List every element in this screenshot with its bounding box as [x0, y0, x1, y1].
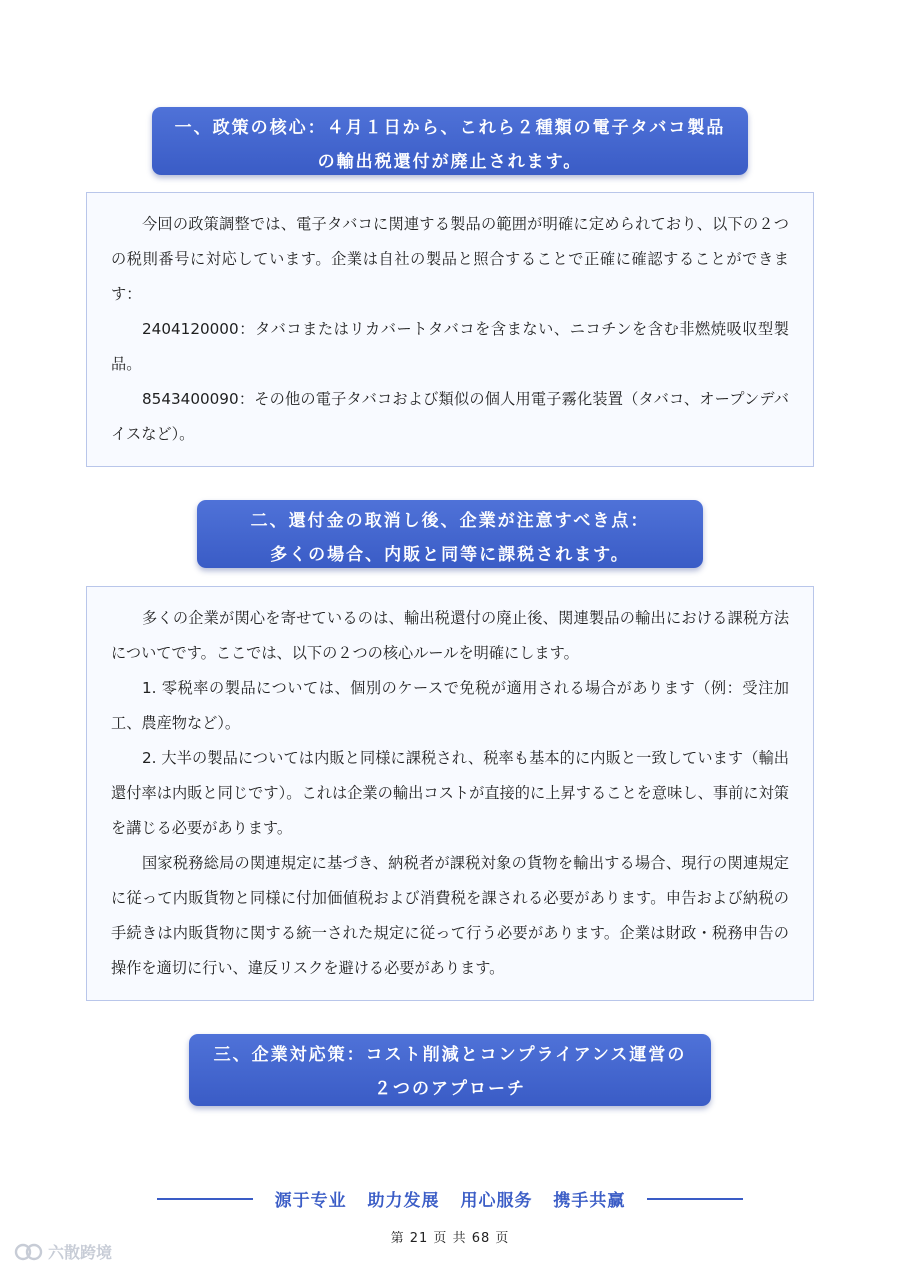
footer-slogan [0, 1186, 900, 1211]
section2-paragraph: 国家税務総局の関連規定に基づき、納税者が課税対象の貨物を輸出する場合、現行の関連規定に従って内販貨物と同様に付加価値税および消費税を課される必要があります。申告および納税の手続きは内販貨物に関する統一された規定に従って行う必要があります。企業は財政・税務申告の操作を適切に行い、違反リスクを避ける必要があります。 [111, 854, 789, 977]
footer-divider-right [647, 1198, 743, 1200]
section1-paragraph: 8543400090：その他の電子タバコおよび類似の個人用電子霧化装置（タバコ、オープンデバイスなど）。 [111, 390, 789, 443]
section2-paragraph: 2. 大半の製品については内販と同様に課税され、税率も基本的に内販と一致しています（輸出還付率は内販と同じです）。これは企業の輸出コストが直接的に上昇することを意味し、事前に対策を講じる必要があります。 [111, 749, 789, 837]
section1-heading-line2: の輸出税還付が廃止されます。 [317, 152, 583, 172]
page-number: 第 21 页 共 68 页 [390, 1231, 510, 1246]
section1-heading-line1: 一、政策の核心：４月１日から、これら２種類の電子タバコ製品 [174, 118, 726, 138]
section3-heading-line2: ２つのアプローチ [374, 1079, 526, 1099]
brand-name: 六散跨境 [48, 1243, 113, 1262]
footer-divider-left [157, 1198, 253, 1200]
section1-paragraph: 2404120000：タバコまたはリカバートタバコを含まない、ニコチンを含む非燃焼吸収型製品。 [111, 320, 789, 373]
section2-paragraph: 多くの企業が関心を寄せているのは、輸出税還付の廃止後、関連製品の輸出における課税方法についてです。ここでは、以下の２つの核心ルールを明確にします。 [111, 609, 789, 662]
section1-body [86, 192, 814, 467]
section2-heading-line2: 多くの場合、内販と同等に課税されます。 [270, 545, 630, 565]
section2-heading-line1: 二、還付金の取消し後、企業が注意すべき点： [250, 511, 650, 531]
section3-heading [189, 1034, 711, 1106]
section2-heading [197, 500, 703, 568]
section3-heading-line1: 三、企業対応策：コスト削減とコンプライアンス運営の [213, 1045, 687, 1065]
section1-paragraph: 今回の政策調整では、電子タバコに関連する製品の範囲が明確に定められており、以下の２つの税則番号に対応しています。企業は自社の製品と照合することで正確に確認することができます： [111, 215, 789, 303]
section2-body [86, 586, 814, 1001]
footer-slogan-text: 源于专业 助力发展 用心服务 携手共赢 [274, 1191, 626, 1211]
section2-paragraph: 1. 零税率の製品については、個別のケースで免税が適用される場合があります（例：受注加工、農産物など）。 [111, 679, 789, 732]
section1-heading [152, 107, 748, 175]
brand-watermark [14, 1240, 112, 1263]
brand-logo-icon [14, 1242, 44, 1262]
